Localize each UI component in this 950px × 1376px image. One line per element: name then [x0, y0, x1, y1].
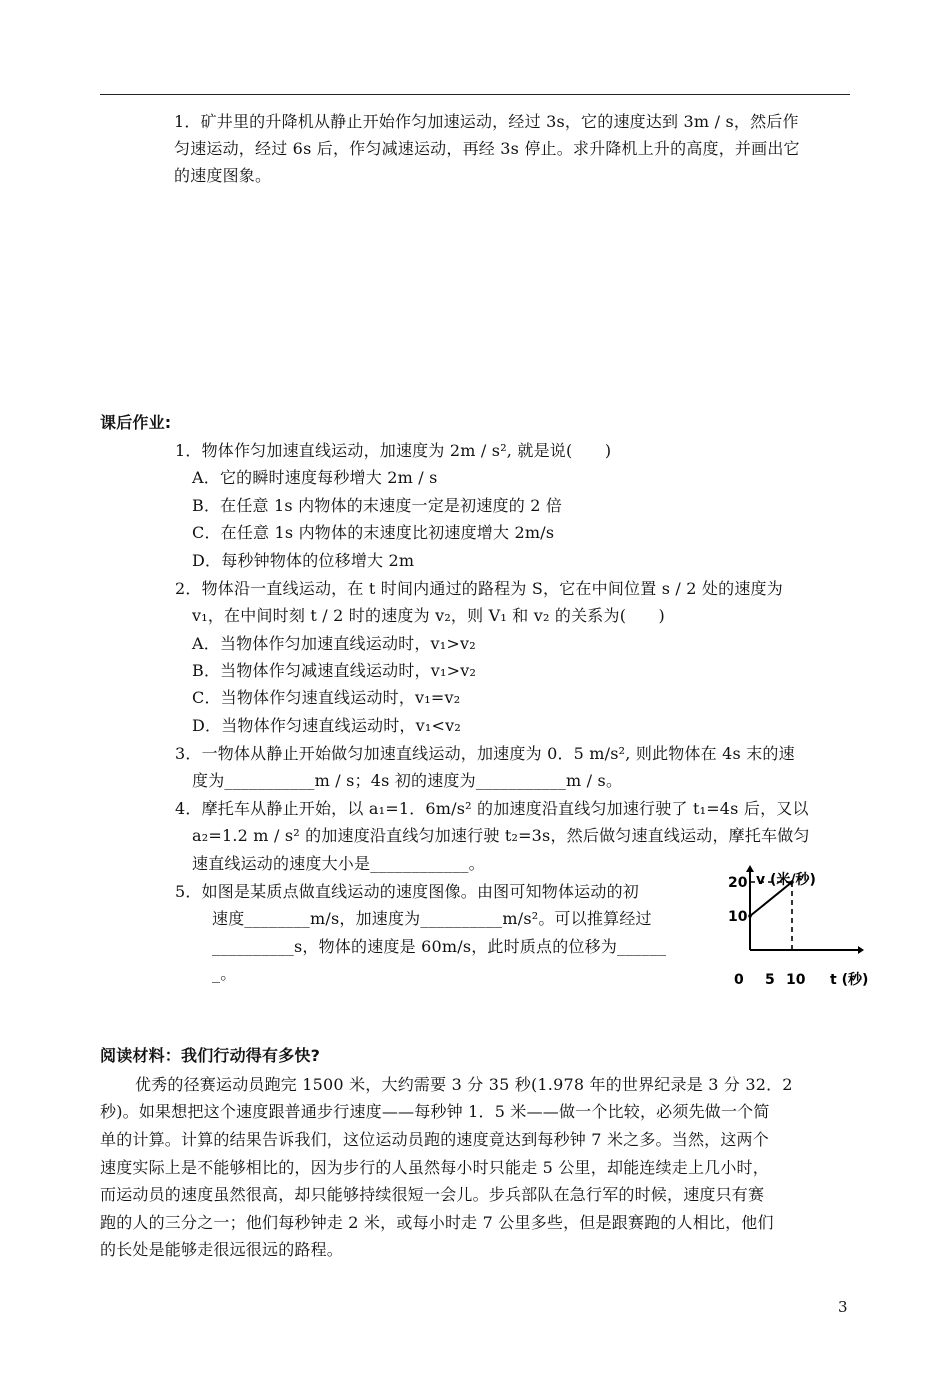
- hw-line: 速直线运动的速度大小是____________。: [192, 854, 485, 873]
- reading-line: 优秀的径赛运动员跑完 1500 米，大约需要 3 分 35 秒(1.978 年的世界纪录是 3 分 32．2: [135, 1075, 793, 1094]
- reading-line: 单的计算。计算的结果告诉我们，这位运动员跑的速度竟达到每秒钟 7 米之多。当然，这两个: [100, 1130, 769, 1149]
- velocity-time-chart: [720, 862, 890, 1002]
- reading-line: 秒)。如果想把这个速度跟普通步行速度——每秒钟 1．5 米——做一个比较，必须先做一个简: [100, 1102, 770, 1121]
- hw-line: B．在任意 1s 内物体的末速度一定是初速度的 2 倍: [192, 496, 563, 515]
- reading-heading: 阅读材料：我们行动得有多快?: [100, 1046, 321, 1065]
- hw-line: B．当物体作匀减速直线运动时，v₁>v₂: [192, 661, 477, 680]
- hw-line: _。: [212, 964, 237, 983]
- reading-line: 的长处是能够走很远很远的路程。: [100, 1240, 344, 1259]
- data-point: [748, 914, 752, 918]
- q-intro-line-2: 匀速运动，经过 6s 后，作匀减速运动，再经 3s 停止。求升降机上升的高度，并画出它: [174, 139, 800, 158]
- header-rule: [100, 94, 850, 95]
- hw-line: v₁，在中间时刻 t / 2 时的速度为 v₂，则 V₁ 和 v₂ 的关系为( ): [192, 606, 665, 625]
- y-axis-arrow: [746, 865, 754, 872]
- hw-line: 5．如图是某质点做直线运动的速度图像。由图可知物体运动的初: [175, 882, 639, 901]
- hw-line: D．每秒钟物体的位移增大 2m: [192, 551, 415, 570]
- hw-line: A．它的瞬时速度每秒增大 2m / s: [192, 468, 438, 487]
- q-intro-line-3: 的速度图象。: [174, 166, 272, 185]
- hw-line: 1．物体作匀加速直线运动，加速度为 2m / s², 就是说( ): [175, 441, 612, 460]
- hw-line: D．当物体作匀速直线运动时，v₁<v₂: [192, 716, 461, 735]
- q-intro-line-1: 1．矿井里的升降机从静止开始作匀加速运动，经过 3s，它的速度达到 3m / s，然后作: [174, 112, 799, 131]
- hw-line: 度为___________m / s；4s 初的速度为___________m / s。: [192, 771, 623, 790]
- hw-line: 速度________m/s，加速度为__________m/s²。可以推算经过: [212, 909, 652, 928]
- y-axis-label: v (米/秒): [756, 872, 816, 888]
- hw-line: C．当物体作匀速直线运动时，v₁=v₂: [192, 688, 461, 707]
- x-axis-arrow: [858, 946, 864, 954]
- y-tick-label: 10: [728, 909, 748, 925]
- reading-line: 跑的人的三分之一；他们每秒钟走 2 米，或每小时走 7 公里多些，但是跟赛跑的人相比，他们: [100, 1213, 774, 1232]
- homework-heading: 课后作业:: [100, 413, 172, 432]
- hw-line: A．当物体作匀加速直线运动时，v₁>v₂: [192, 634, 476, 653]
- hw-line: __________s，物体的速度是 60m/s，此时质点的位移为______: [212, 937, 667, 956]
- y-tick-label: 20: [728, 875, 748, 891]
- reading-line: 而运动员的速度虽然很高，却只能够持续很短一会儿。步兵部队在急行军的时候，速度只有赛: [100, 1185, 765, 1204]
- hw-line: 3．一物体从静止开始做匀加速直线运动，加速度为 0．5 m/s², 则此物体在 4s 末的速: [175, 744, 795, 763]
- hw-line: 4．摩托车从静止开始，以 a₁=1．6m/s² 的加速度沿直线匀加速行驶了 t₁=4s 后，又以: [175, 799, 809, 818]
- page-number: 3: [838, 1298, 848, 1316]
- x-tick-label: 5: [765, 972, 775, 988]
- hw-line: C．在任意 1s 内物体的末速度比初速度增大 2m/s: [192, 523, 555, 542]
- hw-line: a₂=1.2 m / s² 的加速度沿直线匀加速行驶 t₂=3s，然后做匀速直线运动，摩托车做匀: [192, 826, 810, 845]
- hw-line: 2．物体沿一直线运动，在 t 时间内通过的路程为 S，它在中间位置 s / 2 处的速度为: [175, 579, 783, 598]
- x-tick-label: 10: [786, 972, 806, 988]
- x-axis-label: t (秒): [830, 972, 869, 988]
- x-tick-label: 0: [734, 972, 744, 988]
- reading-line: 速度实际上是不能够相比的，因为步行的人虽然每小时只能走 5 公里，却能连续走上几小时，: [100, 1158, 769, 1177]
